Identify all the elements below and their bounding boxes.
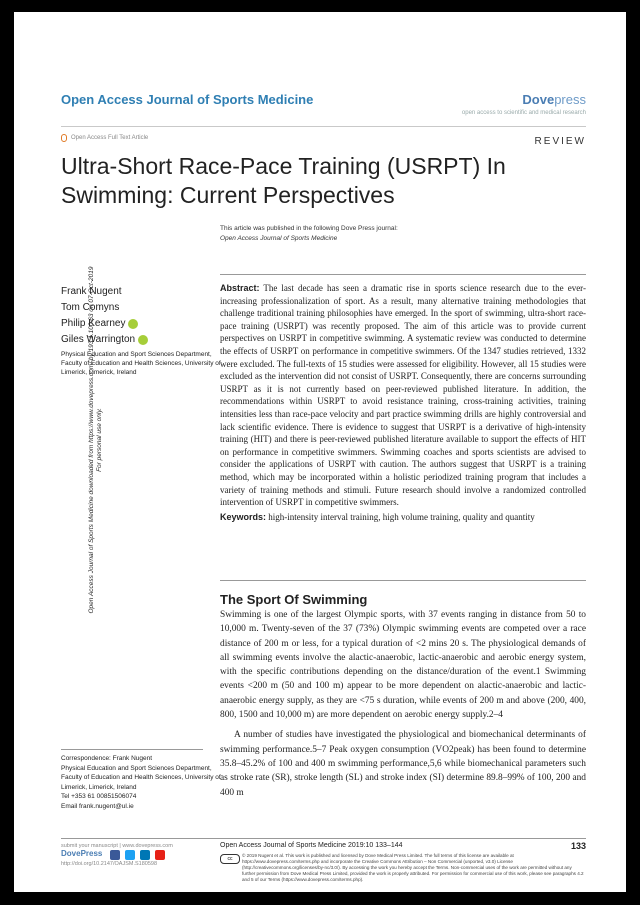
section-heading: The Sport Of Swimming (220, 592, 368, 607)
author[interactable] (61, 284, 148, 300)
license-text: © 2019 Nugent et al. This work is published and licensed by Dove Medical Press Limited. The full terms of this license are available at https://www.dovepress.com/terms.php and incorporate the Creative Commons Attribution – Non Commercial (unported, v3.0) License (http://creativecommons.org/licenses/by-nc/3.0/). By accessing the work you hereby accept the Terms. Non-commercial uses of the work are permitted without any further permission from Dove Medical Press Limited, provided the work is properly attributed. For permission for commercial use of this work, please see paragraphs 4.2 and 5 of our Terms (https://www.dovepress.com/terms.php). (242, 853, 584, 882)
body-text (220, 608, 586, 800)
footer-left (61, 842, 173, 868)
keywords (220, 511, 586, 524)
footer-rule (61, 838, 586, 839)
open-access-label (61, 134, 148, 142)
dovepress-logo[interactable]: DovePress (61, 849, 103, 859)
linkedin-icon[interactable] (140, 850, 150, 860)
correspondence-label: Correspondence: Frank Nugent (61, 755, 153, 762)
article-page (14, 12, 626, 892)
author[interactable] (61, 316, 148, 332)
orcid-icon[interactable] (138, 335, 148, 345)
author[interactable] (61, 332, 148, 348)
orcid-icon[interactable] (128, 319, 138, 329)
twitter-icon[interactable] (125, 850, 135, 860)
publication-note (220, 224, 398, 244)
submit-link[interactable]: submit your manuscript | www.dovepress.com (61, 843, 173, 849)
author-list (61, 284, 148, 348)
keywords-text: high-intensity interval training, high volume training, quality and quantity (268, 511, 535, 522)
abstract-top-rule (220, 274, 586, 275)
publication-journal: Open Access Journal of Sports Medicine (220, 235, 338, 242)
facebook-icon[interactable] (110, 850, 120, 860)
page-number: 133 (570, 841, 586, 851)
abstract-label: Abstract: (220, 283, 260, 293)
article-title: Ultra-Short Race-Pace Training (USRPT) In Swimming: Current Perspectives (61, 153, 506, 208)
open-access-text: Open Access Full Text Article (71, 135, 149, 141)
watermark-line-1: Open Access Journal of Sports Medicine downloaded from https://www.dovepress.com/ by 193.1.100.63 on 07-Oct-2019 (88, 266, 95, 614)
correspondence-email[interactable]: Email frank.nugent@ul.ie (61, 802, 134, 810)
paragraph: A number of studies have investigated the physiological and biomechanical determinants of swimming performance.5–7 Peak oxygen consumption (VO2peak) has been found to determine 35.8–45.2% of 100 and 400 m swimming performance,5,6 while biomechanical parameters such as stroke rate (SR), stroke length (SL) and stroke index (SI) determine 89.8–99% of 100, 200 and 400 m (220, 730, 586, 798)
publisher-tagline: open access to scientific and medical research (461, 110, 586, 116)
publisher-logo-a: Dove (522, 92, 555, 107)
social-links (110, 850, 165, 860)
correspondence-tel: Tel +353 61 00851506074 (61, 793, 137, 800)
article-type: REVIEW (534, 136, 586, 147)
abstract-bottom-rule (220, 580, 586, 581)
paragraph: Swimming is one of the largest Olympic sports, with 37 events ranging in distance from 50 to 10,000 m. Twenty-seven of the 37 (73%) Olympic swimming events are competed over a race distance of 200 m or less, for a typical duration of <2 mins 20 s. The physiological demands of all swimming events involve the alactic-anaerobic, lactic-anaerobic and aerobic energy system, with the specific contributions depending on the distance/duration of the event.1 Swimming events <200 m (50 and 100 m) appear to be more dependent on alactic-anaerobic and lactic-anaerobic energy supply, as they are <75 s duration, while events of 200 m and above (200, 400, 800, 1500 and 10,000 m) are more dependent on aerobic energy supply.2–4 (220, 610, 586, 721)
abstract-text: The last decade has seen a dramatic rise in sports science research due to the ever-increasing professionalization of sport. As a result, many alternative training methodologies that challenge traditional training philosophies have emerged. In the sport of swimming, ultra-short race-pace training (USRPT) was recently proposed. The aim of this article was to provide current perspectives on USRPT in competitive swimming. A systematic review was conducted to determine the effects of USRPT on performance in competitive swimmers. Of the 1347 studies retrieved, 1332 were excluded. The full-texts of 15 studies were assessed for eligibility. However, all 15 studies were excluded as the intervention did not consist of USRPT. Consequently, there are concerns surrounding USRPT as it is not currently based on peer-reviewed published literature. In addition, the recommendations within USRPT to avoid resistance training, cross-training activities, training intensities less than race-pace velocity and part practice swimming drills are highly controversial and lack scientific evidence. There is evidence to suggest that USRPT is a derivative of high-intensity training (HIT) and there is peer-reviewed published literature available to support the effects of HIT on performance in competitive swimmers. Swimming coaches and sports scientists are advised to consider the applications of USRPT with caution. The authors suggest that USRPT is a training method, which may be incorporated within a holistic periodized training program that includes a variety of training methods and stimuli. Future research should involve a randomized controlled intervention of USRPT in competitive swimmers. (220, 283, 586, 508)
doi-link[interactable]: http://doi.org/10.2147/OAJSM.S180598 (61, 861, 158, 867)
author-affiliation: Physical Education and Sport Sciences Department, Faculty of Education and Health Sciences, University of Limerick, Limerick, Ireland (61, 351, 221, 376)
author-name: Frank Nugent (61, 286, 122, 297)
author-name: Giles Warrington (61, 334, 136, 345)
correspondence-block (61, 754, 221, 811)
correspondence-rule (61, 749, 203, 750)
open-access-lock-icon (61, 134, 67, 142)
journal-name[interactable]: Open Access Journal of Sports Medicine (61, 92, 314, 107)
author[interactable] (61, 300, 148, 316)
correspondence-address: Physical Education and Sport Sciences Department, Faculty of Education and Health Sciences, University of Limerick, Limerick, Ireland (61, 764, 221, 791)
publisher-logo[interactable] (522, 92, 586, 107)
creative-commons-icon[interactable]: cc (220, 854, 240, 864)
keywords-label: Keywords: (220, 511, 267, 522)
header-divider (61, 126, 586, 127)
publication-note-text: This article was published in the following Dove Press journal: (220, 225, 398, 232)
abstract (220, 282, 586, 523)
youtube-icon[interactable] (155, 850, 165, 860)
watermark-line-2: For personal use only. (96, 408, 103, 472)
author-name: Philip Kearney (61, 318, 126, 329)
author-name: Tom Comyns (61, 302, 120, 313)
footer-citation: Open Access Journal of Sports Medicine 2019:10 133–144 (220, 842, 403, 849)
publisher-logo-b: press (554, 92, 586, 107)
